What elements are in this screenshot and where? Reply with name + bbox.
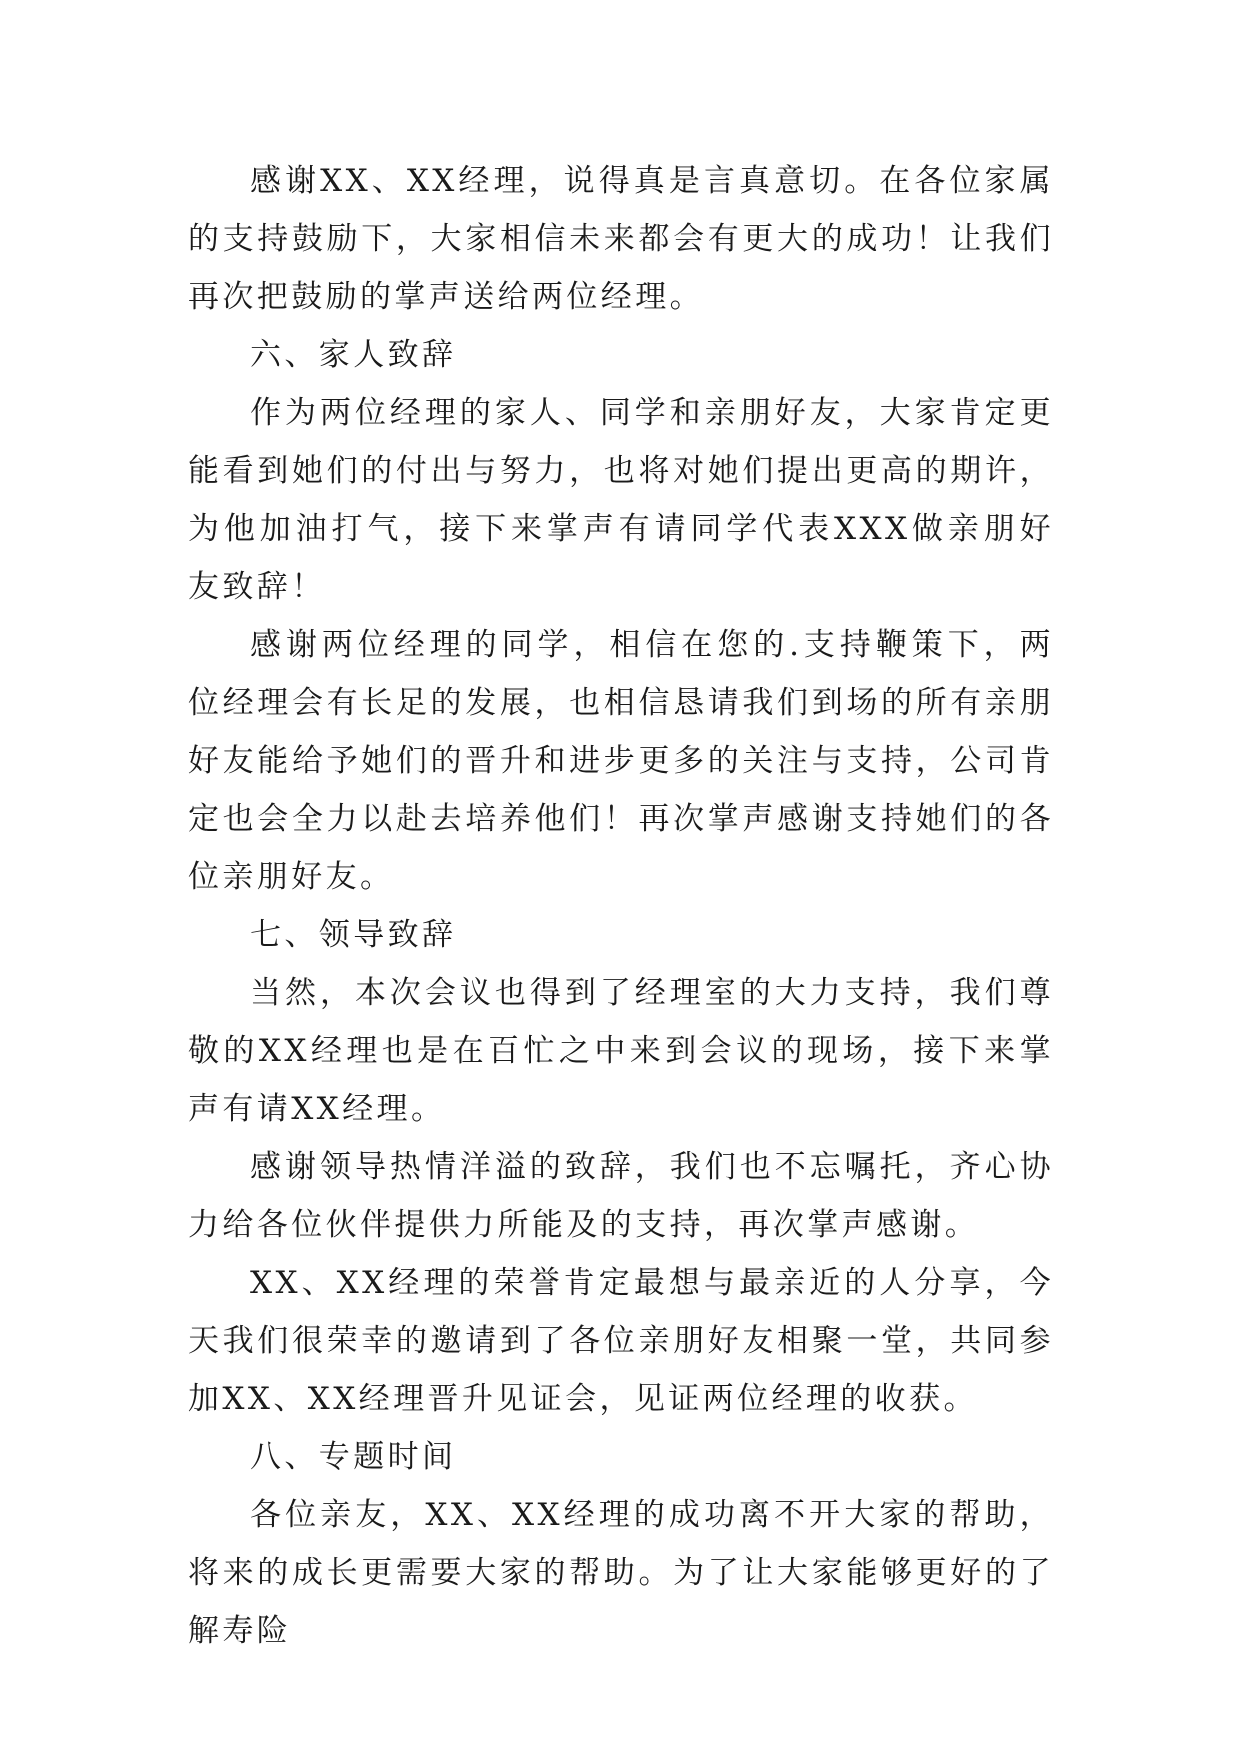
section-heading-family-speech: 六、家人致辞 (250, 337, 457, 373)
section-heading-leader-speech: 七、领导致辞 (250, 917, 457, 953)
paragraph-family-intro: 作为两位经理的家人、同学和亲朋好友，大家肯定更能看到她们的付出与努力，也将对她们提出更高的期许，为他加油打气，接下来掌声有请同学代表XXX做亲朋好友致辞！ (188, 395, 1054, 605)
paragraph-thanks-leader: 感谢领导热情洋溢的致辞，我们也不忘嘱托，齐心协力给各位伙伴提供力所能及的支持，再次掌声感谢。 (188, 1149, 1054, 1243)
paragraph-honor-sharing: XX、XX经理的荣誉肯定最想与最亲近的人分享，今天我们很荣幸的邀请到了各位亲朋好友相聚一堂，共同参加XX、XX经理晋升见证会，见证两位经理的收获。 (188, 1265, 1054, 1417)
paragraph-leader-intro: 当然，本次会议也得到了经理室的大力支持，我们尊敬的XX经理也是在百忙之中来到会议的现场，接下来掌声有请XX经理。 (188, 975, 1054, 1127)
document-page (188, 152, 1054, 1660)
section-heading-topic-time: 八、专题时间 (250, 1439, 457, 1475)
paragraph-thanks-classmates: 感谢两位经理的同学，相信在您的.支持鞭策下，两位经理会有长足的发展，也相信恳请我们到场的所有亲朋好友能给予她们的晋升和进步更多的关注与支持，公司肯定也会全力以赴去培养他们！再次掌声感谢支持她们的各位亲朋好友。 (188, 627, 1054, 895)
paragraph-thanks-managers: 感谢XX、XX经理，说得真是言真意切。在各位家属的支持鼓励下，大家相信未来都会有更大的成功！让我们再次把鼓励的掌声送给两位经理。 (188, 163, 1054, 315)
paragraph-topic-intro: 各位亲友，XX、XX经理的成功离不开大家的帮助，将来的成长更需要大家的帮助。为了让大家能够更好的了解寿险 (188, 1497, 1054, 1649)
